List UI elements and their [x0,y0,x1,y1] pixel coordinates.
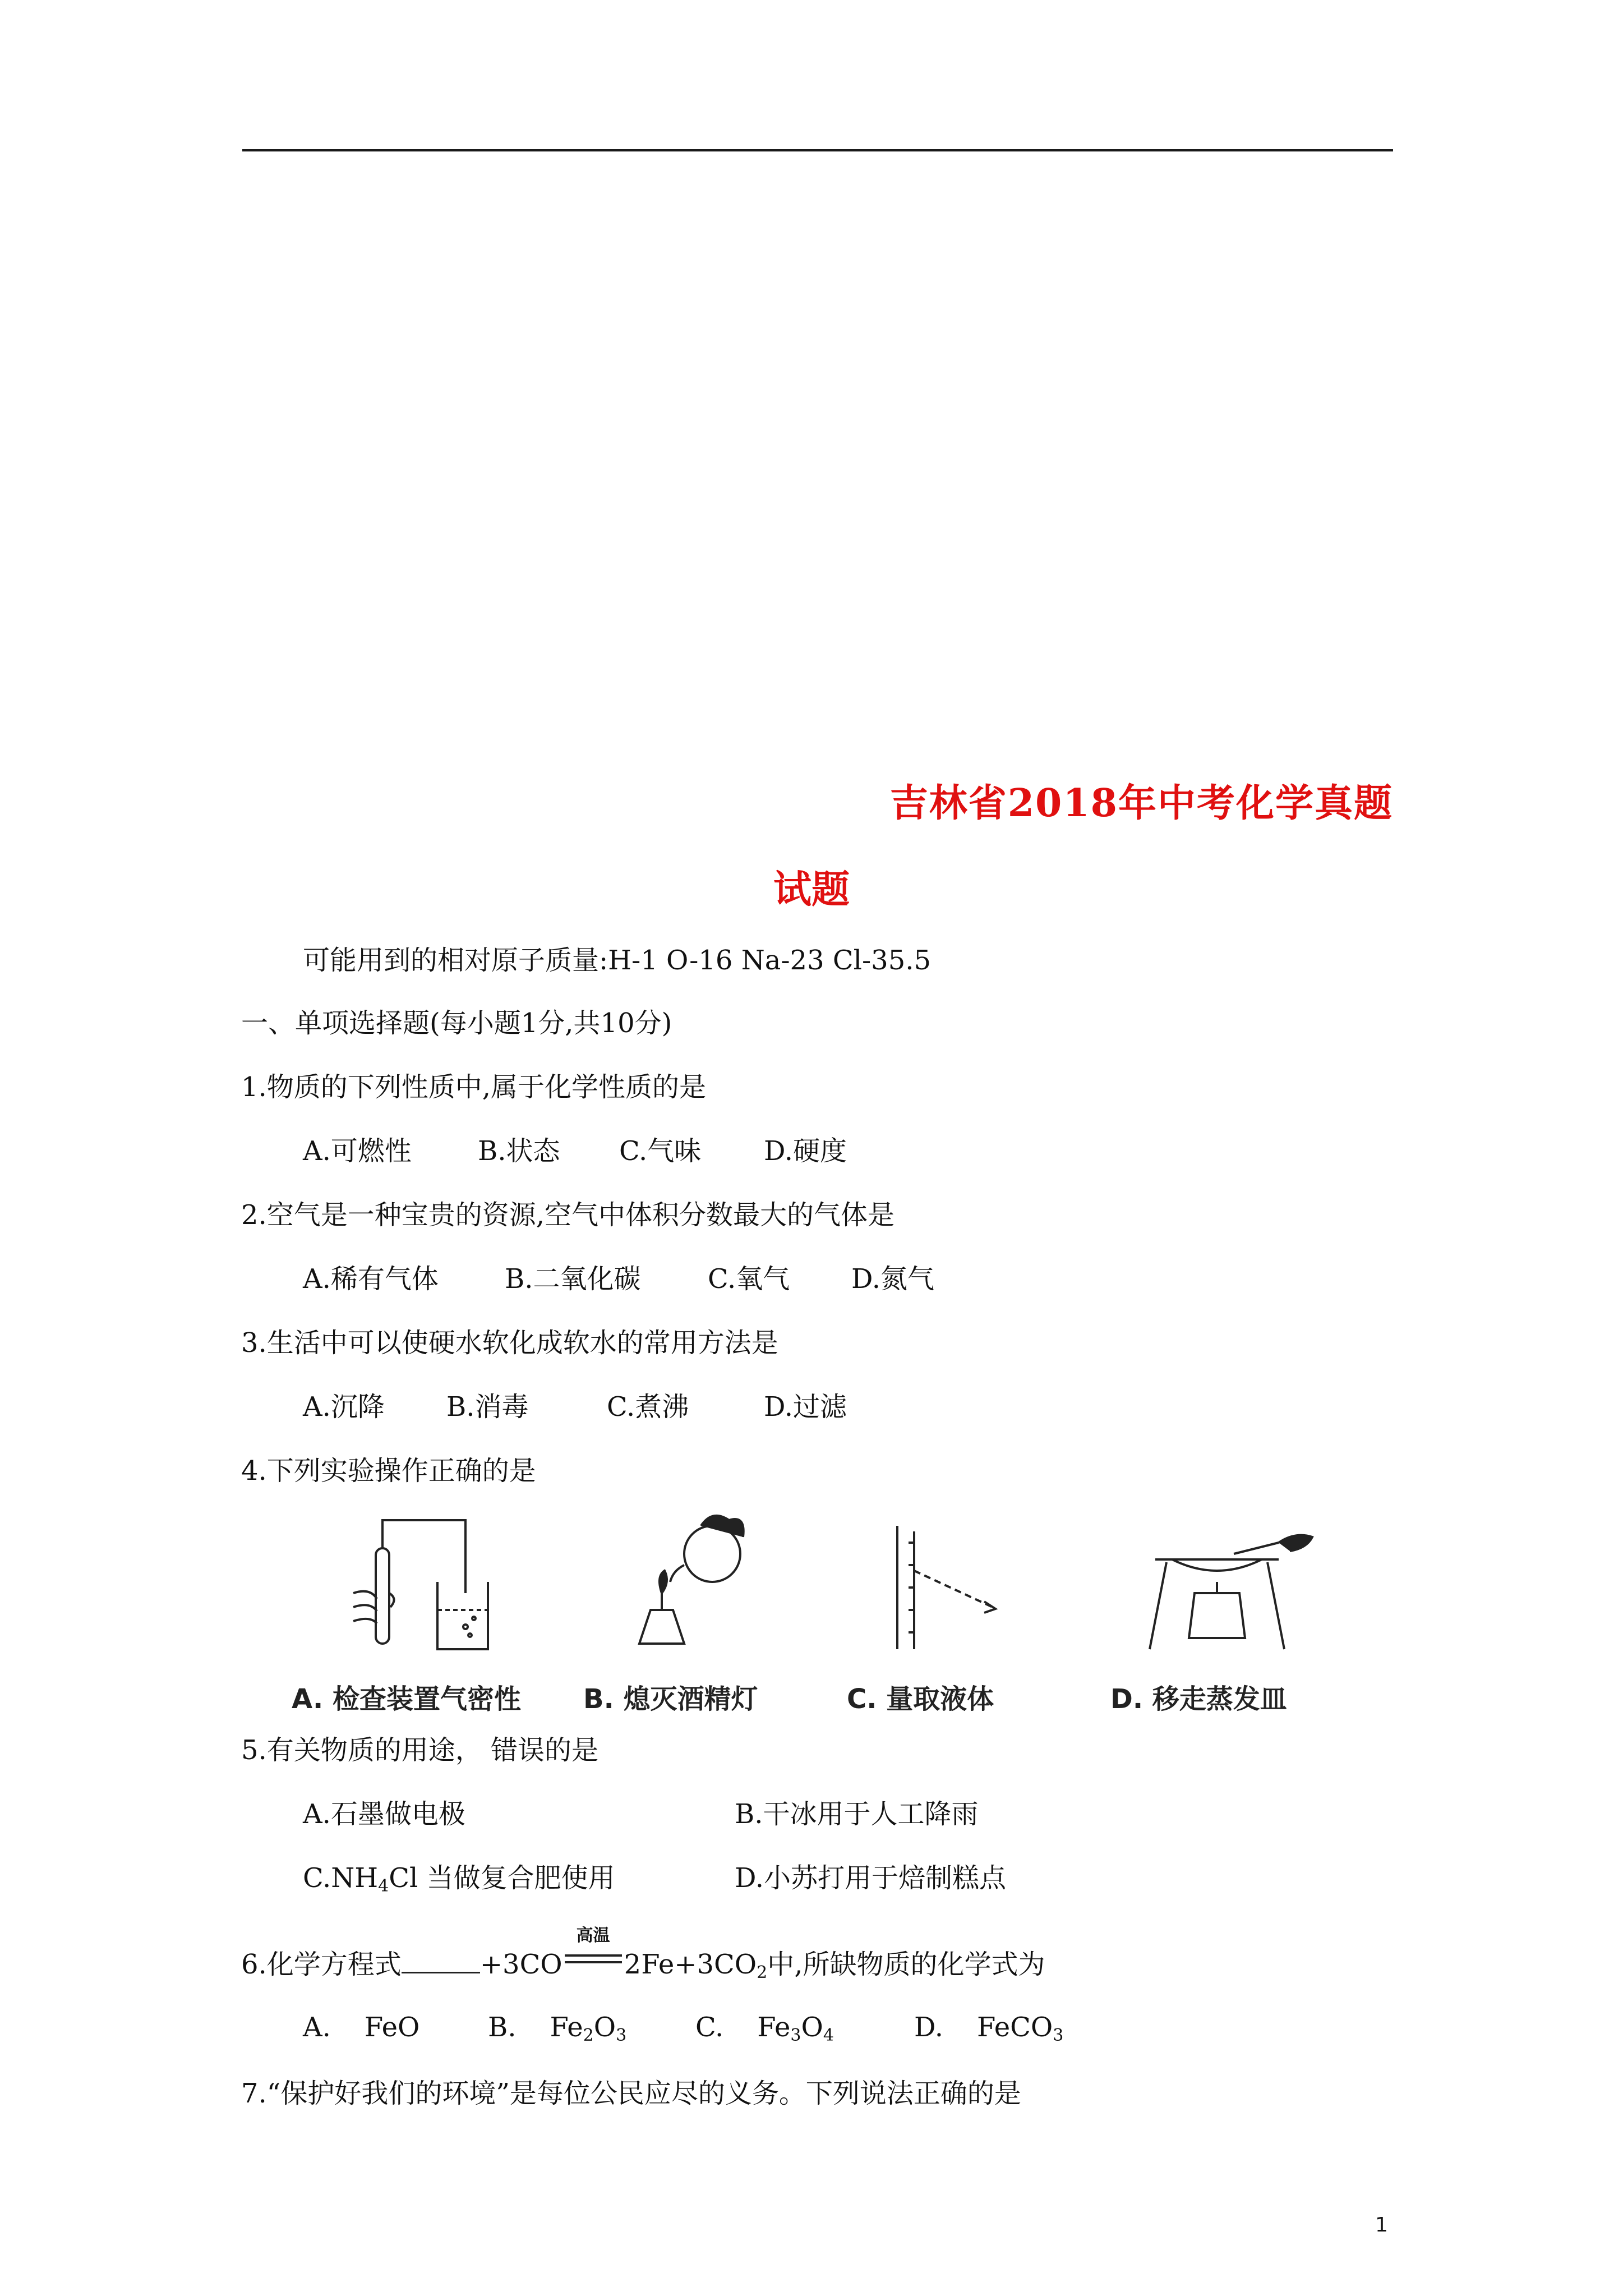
evaporating-dish-illustration [1133,1509,1324,1666]
header-rule [242,149,1393,151]
alcohol-lamp-illustration [617,1509,763,1666]
q3-option-b: B.消毒 [446,1391,529,1423]
question-4-stem: 4.下列实验操作正确的是 [241,1455,536,1487]
q1-option-d: D.硬度 [764,1135,847,1167]
question-3-stem: 3.生活中可以使硬水软化成软水的常用方法是 [241,1327,778,1359]
q5-option-d: D.小苏打用于焙制糕点 [735,1862,1007,1894]
q6-option-a: A. FeO [303,2012,420,2043]
q1-option-b: B.状态 [478,1135,560,1167]
question-6-stem: 6.化学方程式 +3CO 高温 $2Fe+3CO_2$中,所缺物质的化学式为 [241,1926,1045,1982]
q1-option-a: A.可燃性 [303,1135,412,1167]
q2-option-c: C.氧气 [708,1263,790,1295]
document-subtitle: 试题 [773,867,850,912]
q5-option-a: A.石墨做电极 [303,1798,465,1830]
q3-option-a: A.沉降 [303,1391,385,1423]
q4-figure [292,1509,1357,1715]
q5-option-b: B.干冰用于人工降雨 [735,1798,979,1830]
q6-option-b: B. $Fe_2O_3$ [488,2012,627,2045]
reaction-condition: 高温 [562,1947,624,1973]
q5-option-c: $C.NH_4Cl$ 当做复合肥使用 [303,1862,615,1896]
answer-blank [402,1952,480,1973]
question-5-stem: 5.有关物质的用途， 错误的是 [241,1734,599,1766]
question-7-stem: 7.“保护好我们的环境”是每位公民应尽的义务。下列说法正确的是 [241,2078,1021,2109]
q4-label-b: B. 熄灭酒精灯 [583,1683,758,1715]
q4-label-d: D. 移走蒸发皿 [1110,1683,1287,1715]
section-heading: 一、单项选择题(每小题1分,共10分) [241,1007,672,1039]
q2-option-b: B.二氧化碳 [505,1263,641,1295]
q4-label-c: C. 量取液体 [847,1683,994,1715]
question-1-stem: 1.物质的下列性质中,属于化学性质的是 [241,1071,707,1103]
q3-option-c: C.煮沸 [607,1391,689,1423]
q2-option-d: D.氮气 [851,1263,935,1295]
page-number: 1 [1375,2214,1388,2237]
graduated-cylinder-illustration [875,1509,1021,1666]
q4-label-a: A. 检查装置气密性 [292,1683,521,1715]
q6-option-d: D. FeCO$_3$ [914,2012,1064,2045]
airtightness-illustration [336,1509,505,1666]
q1-option-c: C.气味 [619,1135,702,1167]
q3-option-d: D.过滤 [764,1391,847,1423]
q6-option-c: C. $Fe_3O_4$ [695,2012,834,2045]
atomic-masses: 可能用到的相对原子质量:H-1 O-16 Na-23 Cl-35.5 [303,945,932,976]
question-2-stem: 2.空气是一种宝贵的资源,空气中体积分数最大的气体是 [241,1199,895,1231]
q2-option-a: A.稀有气体 [303,1263,439,1295]
document-title: 吉林省2018年中考化学真题 [889,781,1393,826]
